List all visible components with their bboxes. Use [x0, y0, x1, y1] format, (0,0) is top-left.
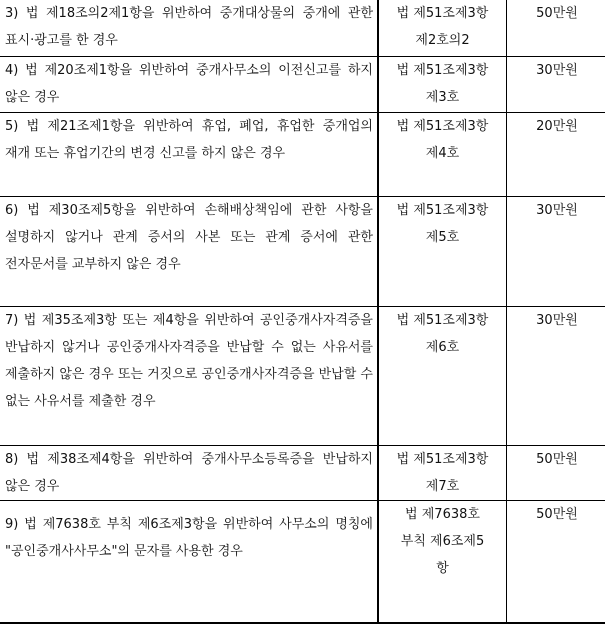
legal-basis-text: 법 제51조제3항 제7호	[379, 446, 506, 500]
violation-text: 6) 법 제30조제5항을 위반하여 손해배상책임에 관한 사항을 설명하지 않거나 관계 증서의 사본 또는 관계 증서에 관한 전자문서를 교부하지 않은 경우	[0, 197, 377, 278]
legal-basis-cell	[378, 306, 507, 445]
fine-amount-text: 50만원	[507, 446, 605, 473]
legal-basis-cell	[378, 56, 507, 112]
table-row	[0, 112, 605, 196]
violation-text: 5) 법 제21조제1항을 위반하여 휴업, 폐업, 휴업한 중개업의 재개 또는 휴업기간의 변경 신고를 하지 않은 경우	[0, 113, 377, 167]
violation-cell	[0, 0, 378, 56]
table-row	[0, 56, 605, 112]
legal-basis-cell	[378, 500, 507, 623]
legal-basis-cell	[378, 196, 507, 306]
violation-cell	[0, 56, 378, 112]
legal-basis-cell	[378, 112, 507, 196]
table-row	[0, 306, 605, 445]
violation-cell	[0, 445, 378, 500]
fine-amount-text: 30만원	[507, 197, 605, 224]
fine-amount-cell	[507, 0, 605, 56]
violation-text: 7) 법 제35조제3항 또는 제4항을 위반하여 공인중개사자격증을 반납하지 않거나 공인중개사자격증을 반납할 수 없는 사유서를 제출하지 않은 경우 또는 거짓으로 공인중개사자격증을 반납할 수 없는 사유서를 제출한 경우	[0, 307, 377, 415]
violation-text: 3) 법 제18조의2제1항을 위반하여 중개대상물의 중개에 관한 표시·광고를 한 경우	[0, 0, 377, 54]
violation-cell	[0, 196, 378, 306]
violation-text: 4) 법 제20조제1항을 위반하여 중개사무소의 이전신고를 하지 않은 경우	[0, 57, 377, 111]
fine-amount-text: 50만원	[507, 0, 605, 27]
legal-basis-text: 법 제51조제3항 제5호	[379, 197, 506, 251]
legal-basis-text: 법 제51조제3항 제4호	[379, 113, 506, 167]
fine-amount-cell	[507, 500, 605, 623]
legal-basis-text: 법 제51조제3항 제3호	[379, 57, 506, 111]
legal-basis-cell	[378, 0, 507, 56]
violation-text: 9) 법 제7638호 부칙 제6조제3항을 위반하여 사무소의 명칭에 "공인중개사사무소"의 문자를 사용한 경우	[0, 501, 377, 565]
table-row	[0, 0, 605, 56]
fine-amount-cell	[507, 112, 605, 196]
legal-basis-cell	[378, 445, 507, 500]
fine-amount-cell	[507, 306, 605, 445]
fine-amount-cell	[507, 196, 605, 306]
fine-amount-text: 30만원	[507, 57, 605, 84]
violation-cell	[0, 500, 378, 623]
table-row	[0, 500, 605, 623]
fine-amount-text: 30만원	[507, 307, 605, 334]
legal-basis-text: 법 제51조제3항 제2호의2	[379, 0, 506, 54]
fine-amount-cell	[507, 445, 605, 500]
fine-amount-cell	[507, 56, 605, 112]
fine-amount-text: 20만원	[507, 113, 605, 140]
violation-cell	[0, 112, 378, 196]
table-row	[0, 445, 605, 500]
violation-cell	[0, 306, 378, 445]
legal-basis-text: 법 제7638호 부칙 제6조제5 항	[379, 501, 506, 582]
violation-text: 8) 법 제38조제4항을 위반하여 중개사무소등록증을 반납하지 않은 경우	[0, 446, 377, 500]
legal-basis-text: 법 제51조제3항 제6호	[379, 307, 506, 361]
table-row	[0, 196, 605, 306]
fine-amount-text: 50만원	[507, 501, 605, 528]
